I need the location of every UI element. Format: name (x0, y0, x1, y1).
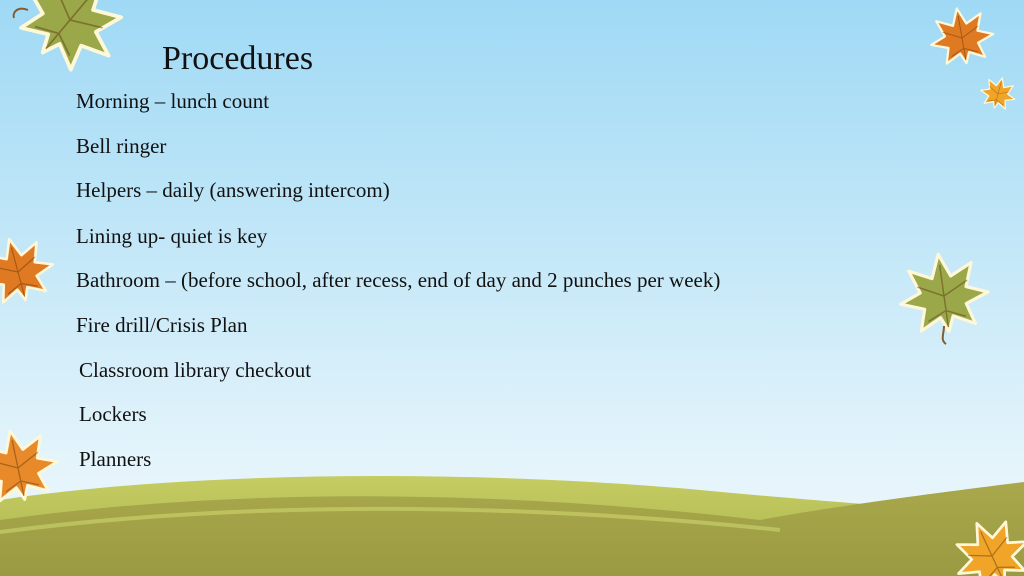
list-item: Lining up- quiet is key (76, 224, 268, 248)
maple-leaf-icon (926, 3, 998, 69)
list-item: Bathroom – (before school, after recess, end of day and 2 punches per week) (76, 268, 721, 292)
list-item: Classroom library checkout (79, 358, 312, 382)
maple-leaf-icon (2, 0, 142, 86)
list-item: Lockers (79, 402, 147, 426)
maple-leaf-icon (894, 248, 992, 337)
list-item: Morning – lunch count (76, 89, 270, 113)
slide-title: Procedures (162, 40, 314, 77)
list-item: Helpers – daily (answering intercom) (76, 178, 390, 202)
list-item: Bell ringer (76, 134, 167, 158)
list-item: Fire drill/Crisis Plan (76, 313, 248, 337)
maple-leaf-icon (977, 73, 1019, 112)
list-item: Planners (79, 447, 152, 471)
maple-leaf-icon (0, 230, 60, 309)
